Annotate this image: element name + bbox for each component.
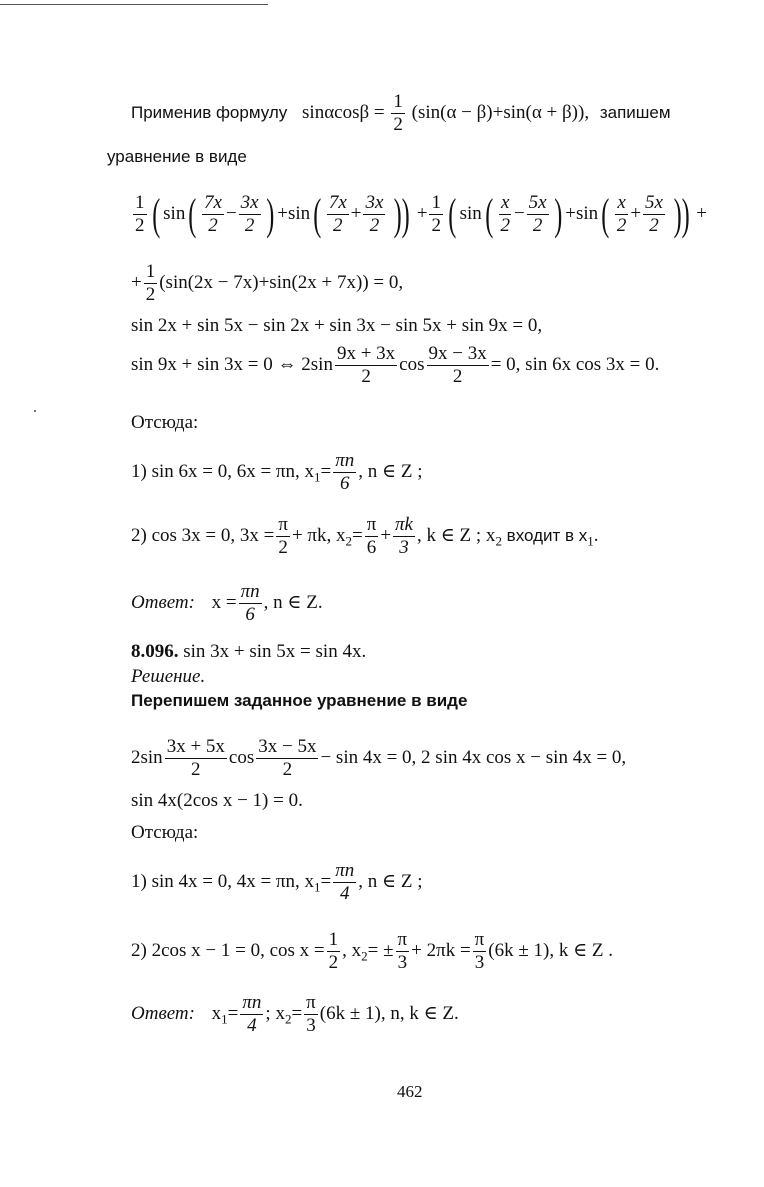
case-3: 1) sin 4x = 0, 4x = πn, $x_1=$ $\frac{\pi n}{4}$ , n ∈ Z ; xyxy=(131,860,423,904)
scan-speck xyxy=(34,410,36,412)
problem-equation: sin 3x + sin 5x = sin 4x. xyxy=(183,641,367,662)
problem-number: 8.096. xyxy=(131,641,179,662)
equation-4: sin 9x + sin 3x = 0 ⇔ 2sin $\frac{9x + 3x}{2}$ cos $\frac{9x - 3x}{2}$ = 0, sin 6x cos 3x = 0. xyxy=(131,343,660,387)
top-rule xyxy=(0,4,268,5)
hence-label-2: Отсюда: xyxy=(131,822,199,843)
equation-2: + $\frac{1}{2}$ (sin(2x − 7x)+sin(2x + 7x)) = 0, xyxy=(131,261,404,305)
formula-half: $\frac{1}{2}$ xyxy=(393,91,403,135)
case-4: 2) 2cos x − 1 = 0, cos x = $\frac{1}{2}$ , $x_2=$ ± $\frac{\pi}{3}$ + 2πk = $\frac{\pi}{3}$ (6k ± 1), k ∈ Z . xyxy=(131,929,614,973)
answer-2-label: Ответ: xyxy=(131,1002,195,1024)
eq1-half-a: $\frac{1}{2}$ xyxy=(135,192,145,236)
answer-1: Ответ: x = $\frac{\pi n}{6}$ , n ∈ Z. xyxy=(131,581,323,625)
answer-1-label: Ответ: xyxy=(131,591,195,613)
solution-label: Решение. xyxy=(131,666,206,687)
equation-6: sin 4x(2cos x − 1) = 0. xyxy=(131,790,303,811)
rewrite-text: Перепишем заданное уравнение в виде xyxy=(131,691,468,710)
intro-line-2: уравнение в виде xyxy=(107,147,247,166)
intro-line xyxy=(131,92,671,135)
problem-line xyxy=(131,642,366,661)
answer-2: Ответ: $x_1=$ $\frac{\pi n}{4}$ ; $x_2=$ $\frac{\pi}{3}$ (6k ± 1), n, k ∈ Z. xyxy=(131,992,459,1036)
hence-label-1: Отсюда: xyxy=(131,412,199,433)
formula-left: sinαcosβ = xyxy=(302,101,385,123)
equation-3: sin 2x + sin 5x − sin 2x + sin 3x − sin 5x + sin 9x = 0, xyxy=(131,315,543,336)
intro-apply-text: Применив формулу xyxy=(131,102,288,122)
equation-1: $\frac{1}{2}$ ( sin( $\frac{7x}{2}$ − $\frac{3x}{2}$ ) +sin( $\frac{7x}{2}$ + $\frac{3x}{2}$ )) + $\frac{1}{2}$ ( sin( $\frac{x}{2}$ − $\frac{5x}{2}$ ) +sin( $\frac{x}{2}$ + $\frac{5x}{2}$ )) + xyxy=(135,189,707,239)
intro-write-text: запишем xyxy=(599,102,671,122)
formula-right: (sin(α − β)+sin(α + β)), xyxy=(411,101,590,123)
eq1-half-b: $\frac{1}{2}$ xyxy=(431,192,441,236)
case-2: 2) cos 3x = 0, 3x = $\frac{\pi}{2}$ + πk, $x_2=$ $\frac{\pi}{6}$ + $\frac{\pi k}{3}$ , k ∈ Z ; $x_2$ входит в $x_1$. xyxy=(131,514,599,558)
page-number: 462 xyxy=(397,1082,423,1101)
case-1: 1) sin 6x = 0, 6x = πn, $x_1=$ $\frac{\pi n}{6}$ , n ∈ Z ; xyxy=(131,450,423,494)
equation-5: 2sin $\frac{3x + 5x}{2}$ cos $\frac{3x - 5x}{2}$ − sin 4x = 0, 2 sin 4x cos x − sin 4x = 0, xyxy=(131,736,627,780)
